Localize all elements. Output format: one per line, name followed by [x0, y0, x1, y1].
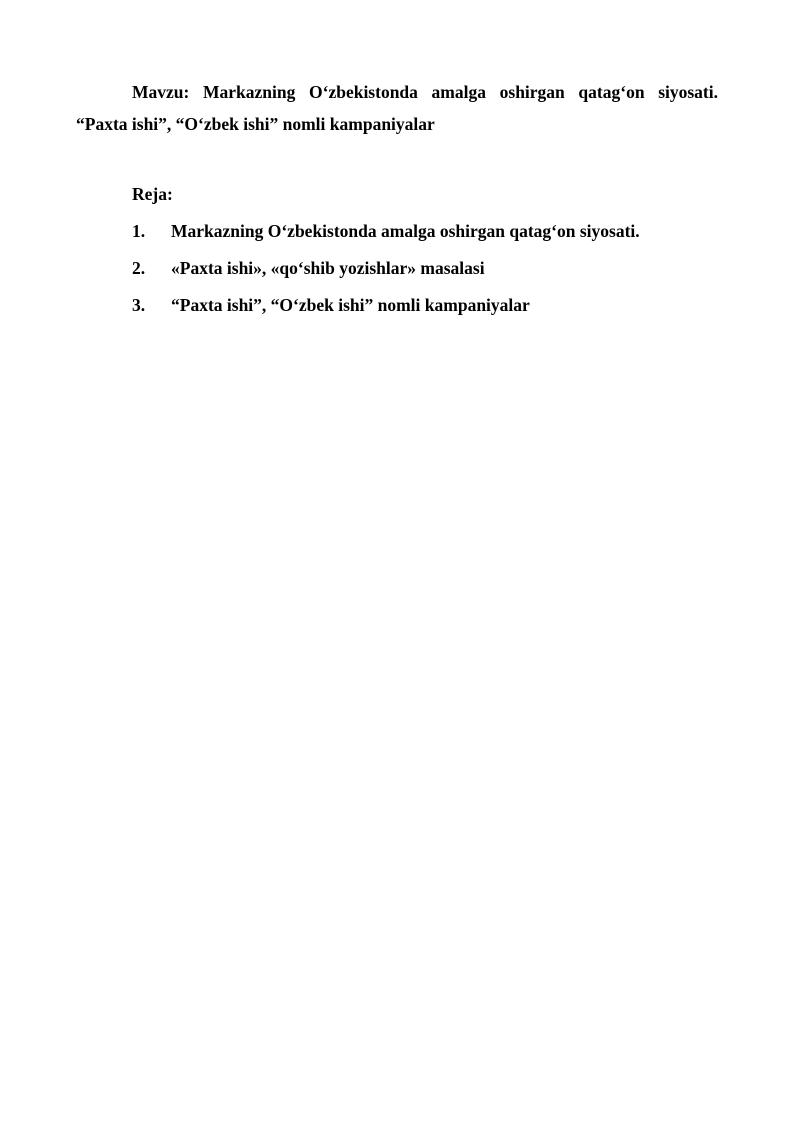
topic-title: Mavzu: Markazning O‘zbekistonda amalga oshirgan qatag‘on siyosati. “Paxta ishi”, “O‘zbek ishi” nomli kampaniyalar — [76, 82, 718, 134]
plan-item-text: «Paxta ishi», «qo‘shib yozishlar» masalasi — [171, 258, 485, 278]
plan-item-text: Markazning O‘zbekistonda amalga oshirgan qatag‘on siyosati. — [171, 221, 640, 241]
plan-item-number: 1. — [132, 221, 146, 241]
plan-item-number: 3. — [132, 295, 146, 315]
plan-item — [132, 292, 722, 329]
plan-item-number: 2. — [132, 258, 146, 278]
plan-item-text: “Paxta ishi”, “O‘zbek ishi” nomli kampaniyalar — [171, 295, 530, 315]
plan-item — [132, 255, 722, 292]
plan-item — [132, 218, 722, 255]
plan-heading: Reja: — [132, 184, 173, 204]
plan-list — [132, 218, 722, 329]
